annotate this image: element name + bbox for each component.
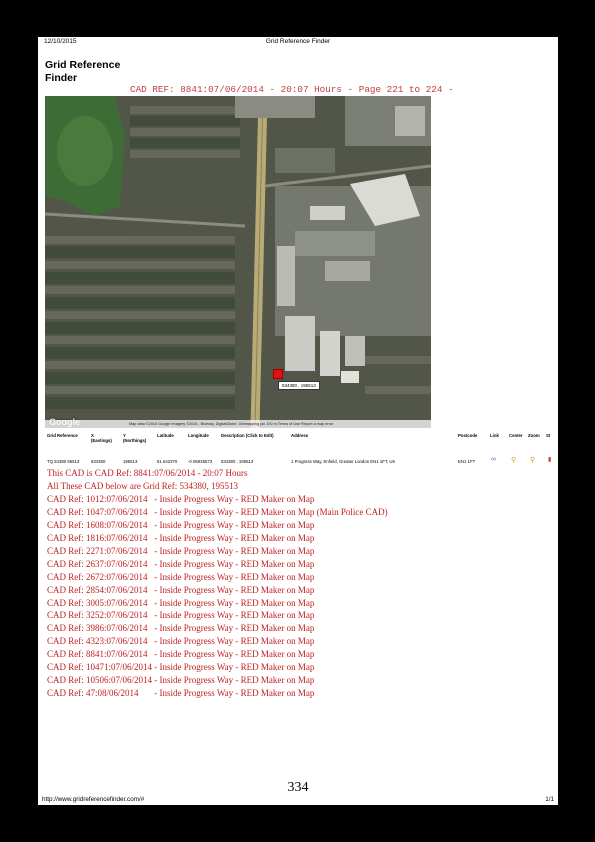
list-item: CAD Ref: 47:08/06/2014 - Inside Progress Way - RED Maker on Map [47,688,315,699]
footer-page-count: 1/1 [545,796,554,803]
footer-url: http://www.gridreferencefinder.com/# [42,796,145,803]
col-grid-reference: Grid Reference [47,433,78,438]
col-description: Description (Click to Edit) [221,433,274,438]
street-view-icon[interactable]: ▮ [548,457,552,463]
col-latitude: Latitude [157,433,174,438]
print-page-title: Grid Reference Finder [265,38,331,45]
cell-grid-reference: TQ 34380 95513 [47,459,80,464]
zoom-magnifier-icon[interactable]: ⚲ [530,457,536,464]
page-number: 334 [287,780,309,795]
list-item: CAD Ref: 1012:07/06/2014 - Inside Progress Way - RED Maker on Map [47,493,315,504]
red-map-marker[interactable] [273,369,283,379]
site-logo-line1: Grid Reference [45,59,121,71]
list-item: CAD Ref: 10506:07/06/2014 - Inside Progress Way - RED Maker on Map [47,675,315,686]
cell-x: 534380 [91,459,106,464]
grid-reference-table [45,432,555,464]
marker-label: 534380 , 195513 [278,381,320,390]
list-item: CAD Ref: 3005:07/06/2014 - Inside Progress Way - RED Maker on Map [47,597,315,608]
list-item: CAD Ref: 3986:07/06/2014 - Inside Progress Way - RED Maker on Map [47,623,315,634]
map-attribution: Map data ©2015 Google Imagery ©2015 , Bluesky, DigitalGlobe, Getmapping plc 100 m Terms of Use Report a map error [45,420,431,428]
table-header-row [45,432,555,444]
list-item: CAD Ref: 4323:07/06/2014 - Inside Progress Way - RED Maker on Map [47,636,315,647]
col-st: St [546,433,551,438]
cell-description[interactable]: 534380 , 195513 [221,459,254,464]
list-item: CAD Ref: 8841:07/06/2014 - Inside Progress Way - RED Maker on Map [47,649,315,660]
list-item: CAD Ref: 1608:07/06/2014 - Inside Progress Way - RED Maker on Map [47,519,315,530]
cad-heading-line1: CAD REF: 8841:07/06/2014 - 20:07 Hours - Page 221 to 224 - [130,84,454,95]
center-magnifier-icon[interactable]: ⚲ [511,457,517,464]
table-row [45,444,555,464]
col-center: Center [509,433,523,438]
list-item: CAD Ref: 2672:07/06/2014 - Inside Progress Way - RED Maker on Map [47,571,315,582]
col-zoom: Zoom [528,433,540,438]
cell-latitude: 51.642370 [157,459,178,464]
cell-address: 1 Progress Way, Enfield, Greater London EN1 1FT, UK [291,459,396,464]
list-item: CAD Ref: 3252:07/06/2014 - Inside Progress Way - RED Maker on Map [47,610,315,621]
col-link: Link [490,433,499,438]
site-logo[interactable] [45,59,125,85]
satellite-imagery [45,96,431,428]
list-item: CAD Ref: 2271:07/06/2014 - Inside Progress Way - RED Maker on Map [47,545,315,556]
col-y: Y (Northings) [123,433,147,443]
site-logo-line2: Finder [45,72,78,84]
list-item: This CAD is CAD Ref: 8841:07/06/2014 - 20:07 Hours [47,468,248,478]
list-item: CAD Ref: 10471:07/06/2014 - Inside Progress Way - RED Maker on Map [47,662,315,673]
satellite-map[interactable] [45,96,431,428]
list-item: CAD Ref: 2854:07/06/2014 - Inside Progress Way - RED Maker on Map [47,584,315,595]
col-postcode: Postcode [458,433,478,438]
col-longitude: Longitude [188,433,209,438]
list-item: CAD Ref: 2637:07/06/2014 - Inside Progress Way - RED Maker on Map [47,558,315,569]
print-header [44,38,552,48]
list-item: All These CAD below are Grid Ref: 534380, 195513 [47,480,239,491]
col-x: X (Eastings) [91,433,112,443]
print-page [38,37,558,805]
print-date: 12/10/2015 [44,38,77,45]
list-item: CAD Ref: 1816:07/06/2014 - Inside Progress Way - RED Maker on Map [47,532,315,543]
cell-longitude: -0.05935573 [188,459,213,464]
list-item: CAD Ref: 1047:07/06/2014 - Inside Progress Way - RED Maker on Map (Main Police CAD) [47,506,388,517]
cell-postcode: EN1 1FT [458,459,476,464]
link-icon[interactable]: ∞ [491,456,496,463]
cell-y: 195513 [123,459,138,464]
cad-reference-list [47,467,527,700]
col-address: Address [291,433,309,438]
